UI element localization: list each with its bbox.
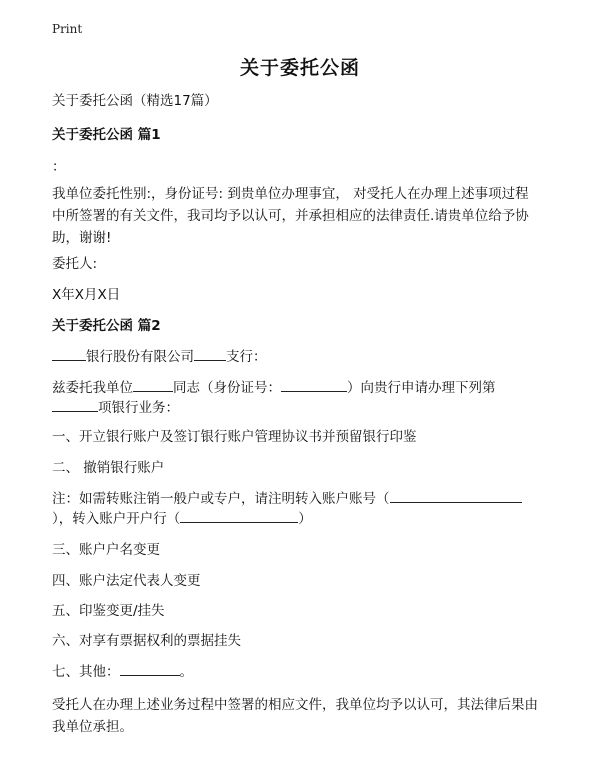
- service-item: 六、对享有票据权利的票据挂失: [52, 633, 241, 649]
- service-item: 五、印鉴变更/挂失: [52, 603, 165, 619]
- agent-name-blank: [133, 377, 173, 392]
- authorization-text: 项银行业务：: [98, 400, 179, 416]
- section1-signer: 委托人:: [52, 256, 98, 272]
- authorization-text: 兹委托我单位: [52, 380, 133, 396]
- authorization-text: 同志（身份证号：: [173, 380, 281, 396]
- section1-body-line: 我单位委托性别:，身份证号: 到贵单位办理事宜， 对受托人在办理上述事项过程: [52, 186, 529, 202]
- bank-line: [52, 346, 267, 368]
- authorization-text: ）向贵行申请办理下列第: [347, 380, 496, 396]
- id-number-blank: [281, 377, 347, 392]
- branch-text: 支行：: [226, 349, 267, 365]
- section1-body-line: 中所签署的有关文件，我司均予以认可，并承担相应的法律责任.请贵单位给予协: [52, 208, 529, 224]
- branch-name-blank: [194, 346, 226, 361]
- section1-body-line: 助，谢谢!: [52, 230, 112, 246]
- note-line2: [52, 508, 312, 530]
- service-item: 四、账户法定代表人变更: [52, 573, 201, 589]
- other-blank: [120, 661, 180, 676]
- section2-heading: 关于委托公函 篇2: [52, 318, 161, 334]
- other-end: 。: [179, 664, 193, 680]
- section1-salutation: ：: [52, 159, 66, 175]
- document-subtitle: 关于委托公函（精选17篇）: [52, 93, 218, 109]
- other-item: [52, 661, 193, 683]
- authorization-line1: [52, 377, 496, 399]
- print-link[interactable]: Print: [52, 22, 83, 36]
- note-text: ），转入账户开户行（: [52, 511, 181, 527]
- note-text: 注：如需转账注销一般户或专户，请注明转入账户账号（: [52, 491, 390, 507]
- item-number-blank: [52, 397, 98, 412]
- service-item: 一、开立银行账户及签订银行账户管理协议书并预留银行印鉴: [52, 429, 417, 445]
- service-item: 三、账户户名变更: [52, 542, 160, 558]
- bank-text: 银行股份有限公司: [86, 349, 194, 365]
- authorization-line2: [52, 397, 179, 419]
- section1-body: [52, 183, 552, 249]
- closing-line: 受托人在办理上述业务过程中签署的相应文件，我单位均予以认可，其法律后果由: [52, 697, 538, 713]
- closing-paragraph: [52, 694, 552, 738]
- section1-date: X年X月X日: [52, 287, 121, 303]
- account-bank-blank: [180, 508, 298, 523]
- other-label: 七、其他：: [52, 664, 120, 680]
- closing-line: 我单位承担。: [52, 719, 133, 735]
- note-line1: [52, 488, 522, 510]
- note-text: ）: [298, 511, 312, 527]
- bank-name-blank: [52, 346, 86, 361]
- account-number-blank: [390, 488, 522, 503]
- service-item: 二、 撤销银行账户: [52, 460, 165, 476]
- document-title: 关于委托公函: [239, 57, 360, 79]
- section1-heading: 关于委托公函 篇1: [52, 127, 161, 143]
